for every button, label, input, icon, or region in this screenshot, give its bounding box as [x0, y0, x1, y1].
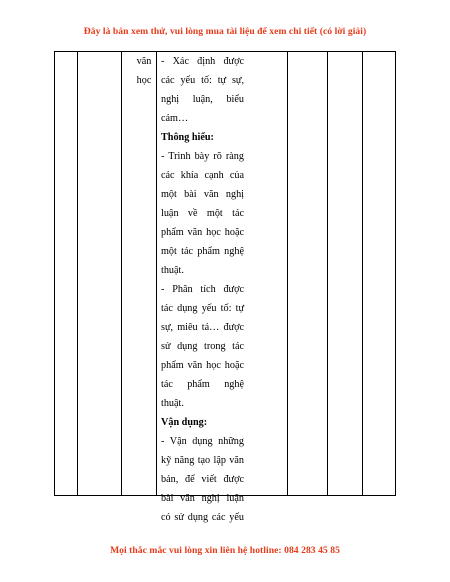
table-cell-line: - Vận dụng những	[161, 436, 244, 447]
table-cell-line: phẩm văn học hoặc	[161, 360, 244, 371]
section-heading: Thông hiểu:	[161, 132, 214, 143]
section-heading: Vận dụng:	[161, 417, 208, 428]
table-cell-line: tác dụng yếu tố: tự	[161, 303, 244, 314]
table-cell-line: một bài văn nghị	[161, 189, 244, 200]
table-column-divider	[362, 51, 363, 496]
table-cell-line: luận về một tác	[161, 208, 244, 219]
table-cell-line: phẩm văn học hoặc	[161, 227, 244, 238]
table-column-divider	[327, 51, 328, 496]
hotline-contact-banner: Mọi thắc mắc vui lòng xin liên hệ hotline: 084 283 45 85	[110, 545, 340, 556]
table-cell-line: bản, để viết được	[161, 474, 244, 485]
table-column-divider	[77, 51, 78, 496]
table-cell-line: thuật.	[161, 265, 184, 276]
table-column-divider	[121, 51, 122, 496]
table-cell-line: các yếu tố: tự sự,	[161, 75, 244, 86]
table-cell-line: - Xác định được	[161, 56, 244, 67]
table-cell-line: có sử dụng các yếu	[161, 512, 244, 523]
table-cell-line: nghị luận, biểu	[161, 94, 244, 105]
table-cell-subject	[132, 52, 156, 90]
table-cell-line: một tác phẩm nghệ	[161, 246, 244, 257]
table-cell-line: học	[136, 75, 152, 86]
table-cell-line: bài văn nghị luận	[161, 493, 244, 504]
table-cell-line: cảm…	[161, 113, 189, 124]
table-column-divider	[287, 51, 288, 496]
table-cell-line: kỹ năng tạo lập văn	[161, 455, 244, 466]
table-cell-line: - Phân tích được	[161, 284, 244, 295]
table-cell-line: - Trình bày rõ ràng	[161, 151, 244, 162]
table-cell-line: sử dụng trong tác	[161, 341, 244, 352]
table-cell-line: sự, miêu tả… được	[161, 322, 244, 333]
table-cell-line: tác phẩm nghệ	[161, 379, 244, 390]
table-cell-requirements	[161, 52, 244, 527]
table-border-right	[395, 51, 396, 496]
table-cell-line: văn	[136, 56, 152, 67]
table-column-divider	[156, 51, 157, 496]
preview-notice-banner: Đây là bản xem thử, vui lòng mua tài liệu để xem chi tiết (có lời giải)	[83, 26, 367, 37]
table-cell-line: các khía cạnh của	[161, 170, 244, 181]
table-cell-line: thuật.	[161, 398, 184, 409]
table-border-left	[54, 51, 55, 496]
